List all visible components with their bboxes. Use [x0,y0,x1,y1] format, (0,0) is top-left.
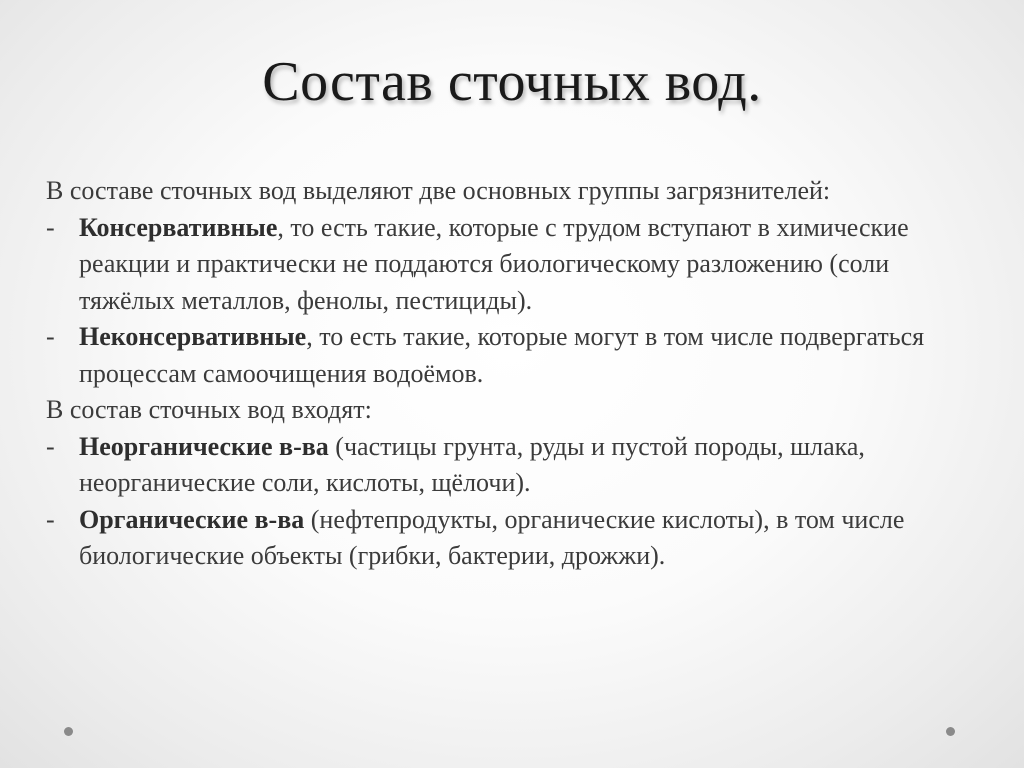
term-inorganic: Неорганические в-ва [79,431,329,461]
list-dash: - [46,504,55,534]
term-organic: Органические в-ва [79,504,305,534]
definition-conservative: , то есть такие, которые с трудом вступают в химические реакции и практически не поддаются биологическому разложению (соли тяжёлых металлов, фенолы, пестициды). [79,212,909,315]
definition-nonconservative: , то есть такие, которые могут в том числе подвергаться процессам самоочищения водоёмов. [79,322,925,388]
decorative-dot-right [946,727,955,736]
definition-organic: (нефтепродукты, органические кислоты), в том числе биологические объекты (грибки, бактерии, дрожжи). [79,504,905,570]
list-item-inorganic [46,429,986,502]
intro-paragraph-1: В составе сточных вод выделяют две основных группы загрязнителей: [46,176,831,205]
decorative-dot-left [64,727,73,736]
definition-inorganic: (частицы грунта, руды и пустой породы, шлака, неорганические соли, кислоты, щёлочи). [79,431,865,497]
list-dash: - [46,322,55,351]
list-item-nonconservative [46,319,986,392]
slide-body [46,173,986,575]
term-conservative: Консервативные [79,212,278,242]
intro-paragraph-2: В состав сточных вод входят: [46,395,372,424]
list-item-conservative [46,210,986,320]
list-dash: - [46,431,55,461]
list-dash: - [46,212,55,242]
slide-title: Состав сточных вод. [262,51,762,113]
list-item-organic [46,502,986,575]
term-nonconservative: Неконсервативные [79,322,307,351]
